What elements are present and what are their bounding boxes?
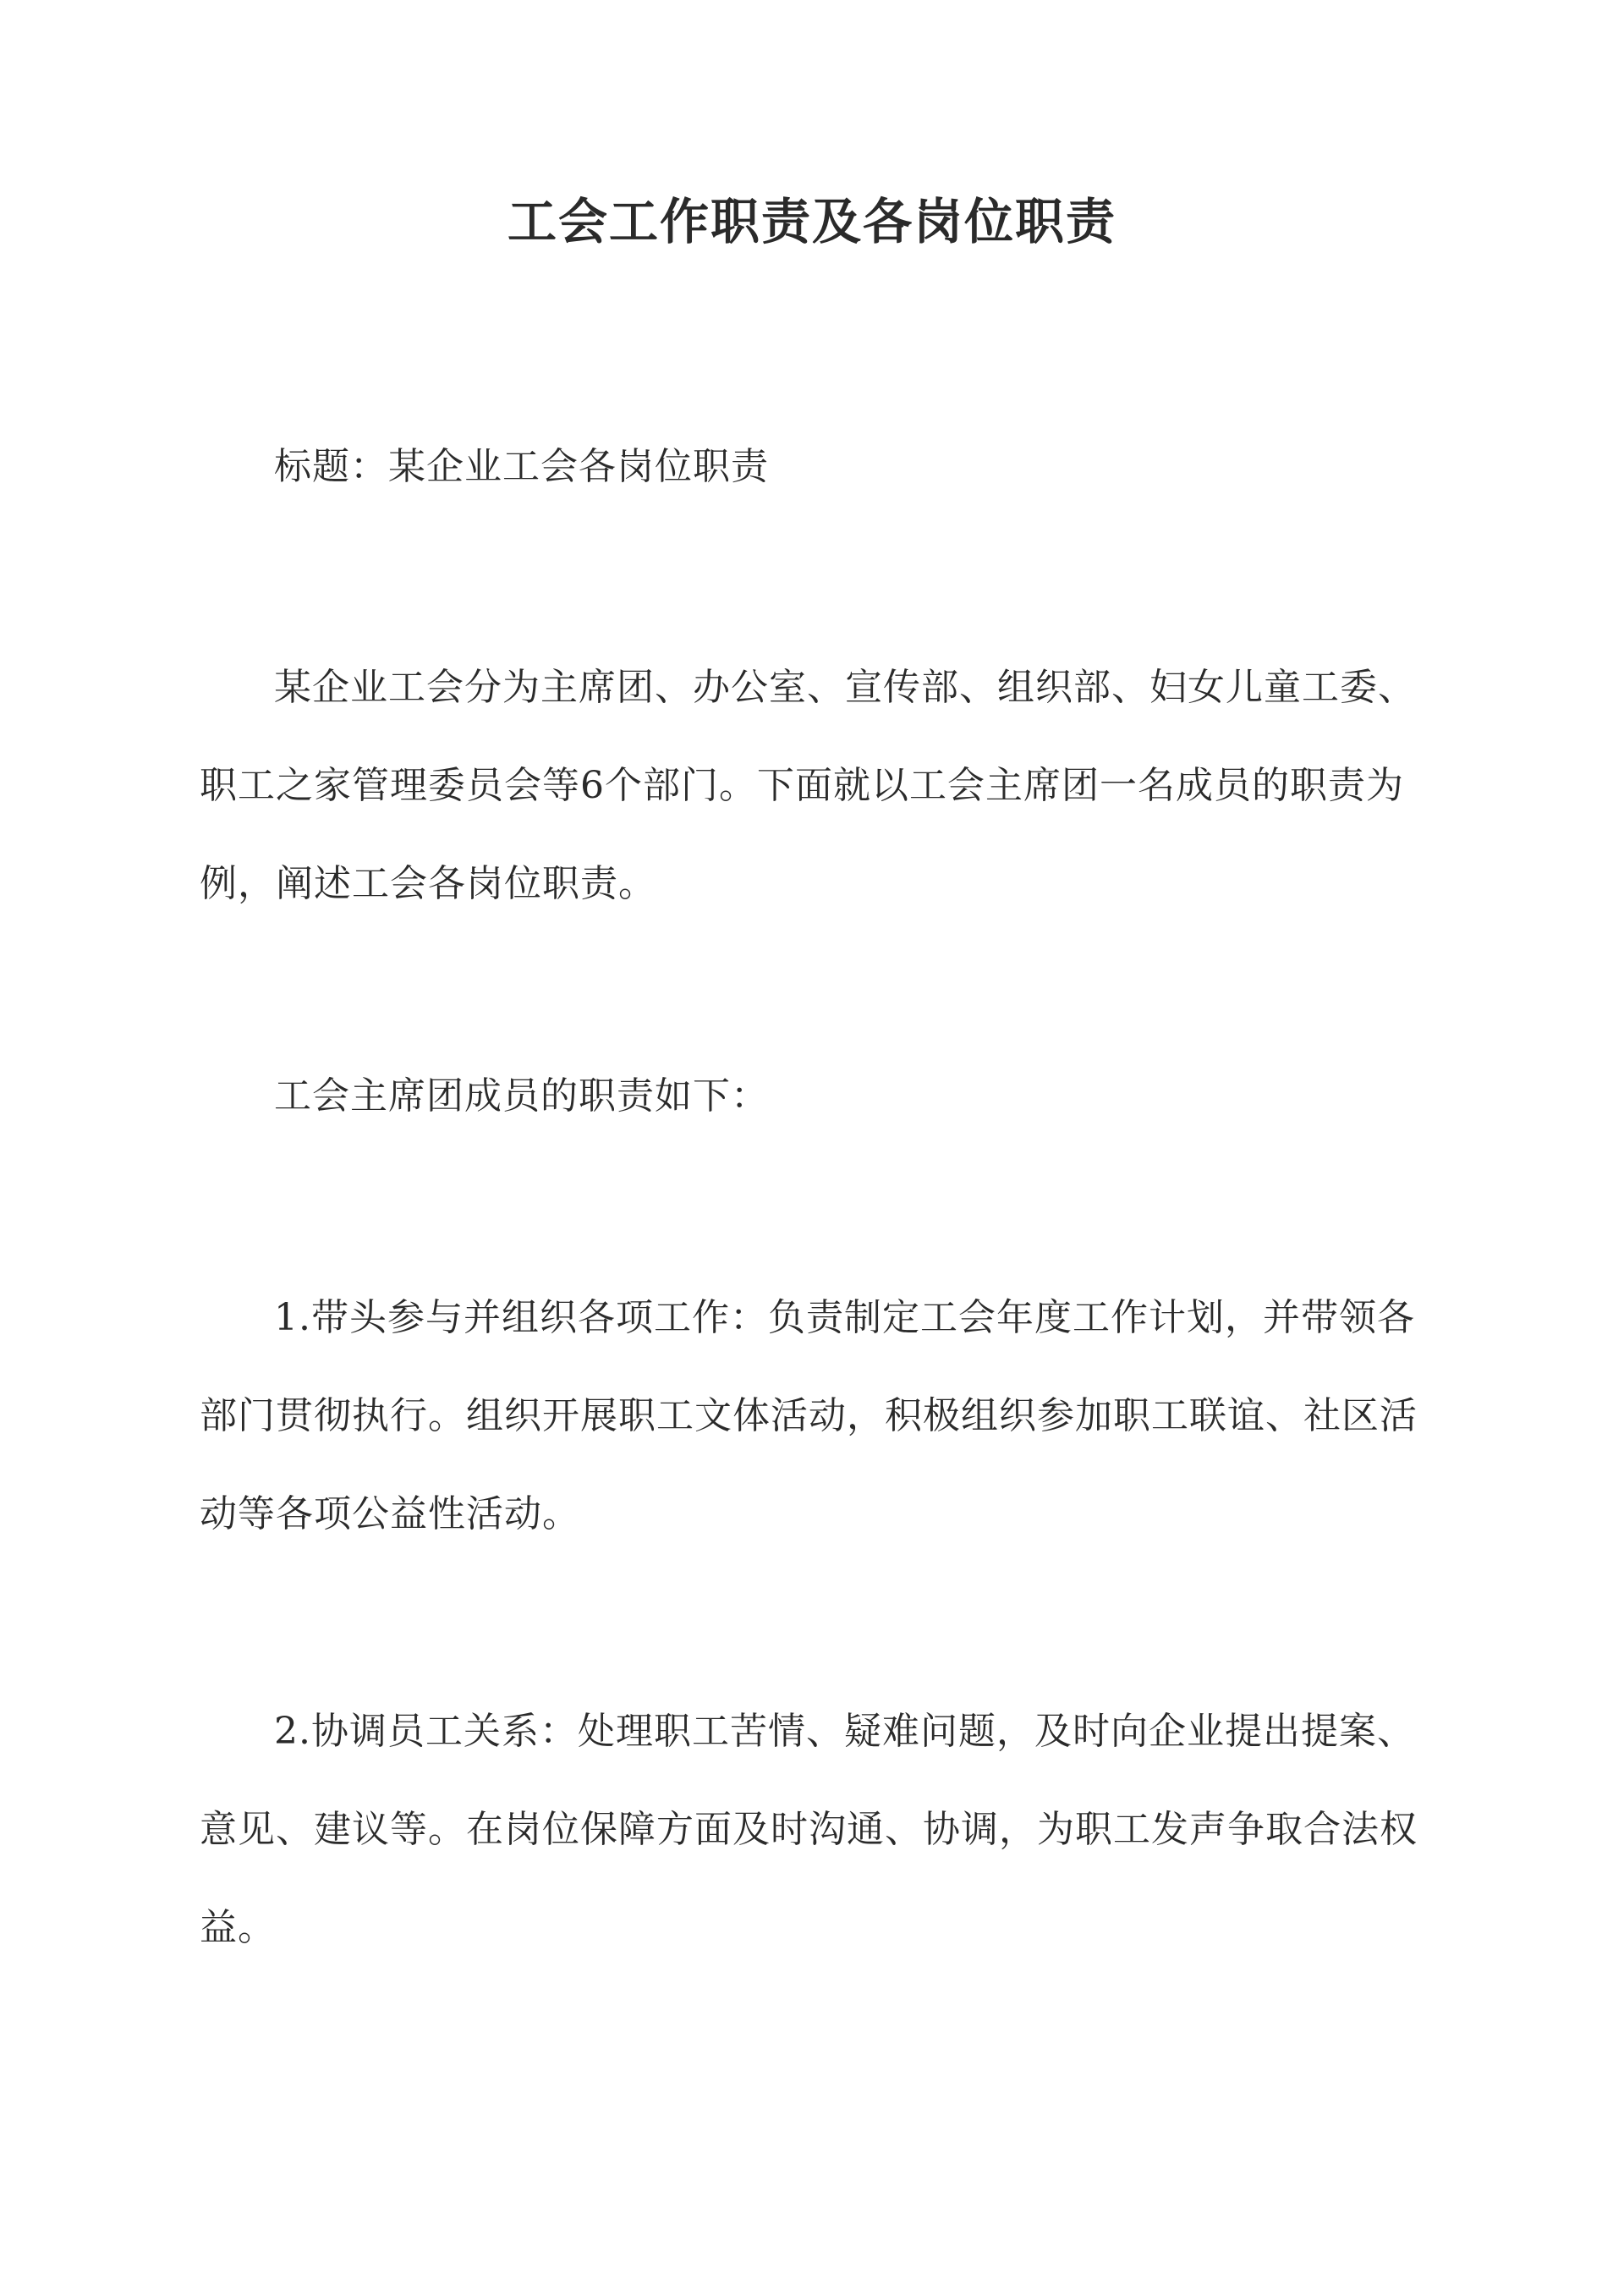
document-title: 工会工作职责及各岗位职责 (507, 193, 1116, 250)
document-subtitle: 标题：某企业工会各岗位职责 (274, 445, 769, 488)
intro-paragraph: 某企业工会分为主席团、办公室、宣传部、组织部、妇女儿童工委、职工之家管理委员会等6个部门。下面就以工会主席团一名成员的职责为例，阐述工会各岗位职责。 (200, 666, 1416, 905)
duty-item-2: 2.协调员工关系：处理职工苦情、疑难问题，及时向企业提出提案、意见、建议等。在岗位保障方面及时沟通、协调，为职工发声争取合法权益。 (200, 1710, 1418, 1949)
lead-paragraph: 工会主席团成员的职责如下： (274, 1074, 769, 1118)
duty-item-1: 1.带头参与并组织各项工作：负责制定工会年度工作计划，并带领各部门贯彻执行。组织开展职工文体活动，积极组织参加职工联谊、社区活动等各项公益性活动。 (200, 1296, 1418, 1535)
